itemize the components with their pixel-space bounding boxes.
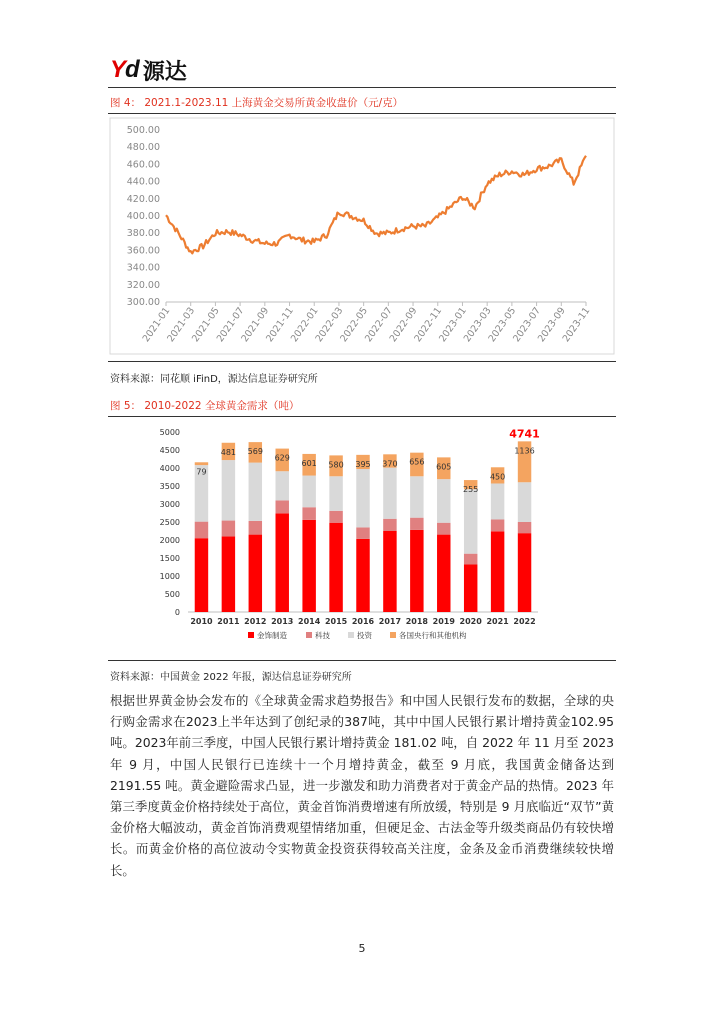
bar-segment-1 <box>356 539 369 612</box>
logo-mark: Yd <box>110 56 139 83</box>
legend-label: 各国央行和其他机构 <box>399 631 467 640</box>
bar-segment-2 <box>249 521 262 535</box>
bar-segment-3 <box>249 463 262 521</box>
x-tick-label: 2017 <box>378 617 402 626</box>
x-tick-label: 2022-05 <box>338 305 371 345</box>
bar-segment-1 <box>491 531 504 612</box>
bar-segment-3 <box>356 469 369 527</box>
bar-segment-1 <box>437 535 450 612</box>
y-tick-label: 380.00 <box>126 228 160 240</box>
bar-segment-1 <box>195 538 208 612</box>
legend-label: 金饰制造 <box>257 631 287 640</box>
bar-segment-2 <box>383 519 396 531</box>
bar-segment-2 <box>464 554 477 565</box>
bar-segment-1 <box>222 536 235 612</box>
bar-segment-2 <box>410 518 423 530</box>
x-tick-label: 2023-07 <box>511 305 544 345</box>
figure5-bar-chart <box>108 418 616 658</box>
x-tick-label: 2022 <box>513 617 536 626</box>
legend-swatch-1 <box>248 632 254 638</box>
figure5-bottom-rule <box>108 660 616 661</box>
y-tick-label: 500 <box>164 590 180 599</box>
logo-text: 源达 <box>142 59 187 85</box>
x-tick-label: 2022-07 <box>363 305 395 345</box>
bar-segment-3 <box>276 471 289 500</box>
bar-segment-3 <box>222 460 235 520</box>
legend-swatch-3 <box>348 632 354 638</box>
bar-segment-2 <box>491 519 504 531</box>
bar-segment-1 <box>383 531 396 612</box>
x-tick-label: 2010 <box>190 617 213 626</box>
bar-segment-1 <box>276 513 289 612</box>
page-number: 5 <box>358 942 366 955</box>
bar-segment-3 <box>302 476 315 508</box>
y-tick-label: 0 <box>174 608 180 617</box>
bar-segment-1 <box>464 564 477 612</box>
y-tick-label: 360.00 <box>126 245 160 257</box>
y-tick-label: 480.00 <box>126 142 160 154</box>
bar-segment-1 <box>518 533 531 612</box>
y-tick-label: 3000 <box>159 500 180 509</box>
y-tick-label: 500.00 <box>126 125 160 136</box>
data-label: 481 <box>220 447 237 457</box>
data-label: 601 <box>301 458 317 468</box>
y-tick-label: 4000 <box>159 464 180 473</box>
x-tick-label: 2021-07 <box>214 305 247 345</box>
bar-segment-1 <box>329 523 342 612</box>
x-tick-label: 2021-03 <box>165 305 198 345</box>
body-paragraph: 根据世界黄金协会发布的《全球黄金需求趋势报告》和中国人民银行发布的数据，全球的央行购金需求在2023上半年达到了创纪录的387吨，其中中国人民银行累计增持黄金102.95吨。2023年前三季度，中国人民银行累计增持黄金 181.02 吨，自 2022 年 11 月至 2023 年 9 月，中国人民银行已连续十一个月增持黄金，截至 9 月底，我国黄金储备达到 2191.55 吨。黄金避险需求凸显，进一步激发和助力消费者对于黄金产品的热情。2023 年第三季度黄金价格持续处于高位，黄金首饰消费增速有所放缓，特别是 9 月底临近“双节”黄金价格大幅波动，黄金首饰消费观望情绪加重，但硬足金、古法金等升级类商品仍有较快增长。而黄金价格的高位波动令实物黄金投资获得较高关注度，金条及金币消费继续较快增长。 <box>110 693 614 878</box>
y-tick-label: 4500 <box>159 446 180 455</box>
x-tick-label: 2023-05 <box>486 305 519 345</box>
y-tick-label: 460.00 <box>126 159 160 171</box>
data-label: 395 <box>355 459 371 469</box>
x-tick-label: 2021-09 <box>239 305 272 345</box>
brand-logo <box>110 55 187 85</box>
data-label: 629 <box>274 453 290 463</box>
x-tick-label: 2022-11 <box>412 305 445 345</box>
bar-segment-1 <box>249 535 262 612</box>
bar-segment-2 <box>518 522 531 533</box>
y-tick-label: 400.00 <box>126 211 160 222</box>
x-tick-label: 2021-05 <box>190 305 222 345</box>
bar-segment-2 <box>276 500 289 513</box>
bar-segment-2 <box>195 522 208 539</box>
legend-swatch-2 <box>306 632 312 638</box>
y-tick-label: 2000 <box>159 536 180 545</box>
x-tick-label: 2021 <box>486 617 509 626</box>
y-tick-label: 300.00 <box>126 297 160 308</box>
y-tick-label: 440.00 <box>126 176 160 188</box>
bar-segment-2 <box>302 507 315 520</box>
bar-segment-3 <box>383 468 396 519</box>
legend-label: 科技 <box>315 631 330 640</box>
y-tick-label: 420.00 <box>126 193 160 205</box>
x-tick-label: 2021-11 <box>264 305 296 345</box>
x-tick-label: 2016 <box>351 617 375 626</box>
figure5-source: 资料来源：中国黄金 2022 年报，源达信息证券研究所 <box>110 672 352 683</box>
bar-segment-2 <box>356 527 369 539</box>
y-tick-label: 2500 <box>159 518 180 527</box>
gold-price-line <box>166 156 586 254</box>
bar-segment-3 <box>329 476 342 511</box>
x-tick-label: 2023-11 <box>560 305 593 345</box>
data-label: 79 <box>196 467 207 477</box>
figure5-title: 图 5： 2010-2022 全球黄金需求（吨） <box>110 400 300 412</box>
data-label: 255 <box>463 485 479 495</box>
x-tick-label: 2012 <box>244 617 267 626</box>
bar-segment-3 <box>437 479 450 523</box>
data-label: 656 <box>409 457 425 467</box>
data-label: 1136 <box>514 446 535 456</box>
x-tick-label: 2013 <box>271 617 294 626</box>
x-tick-label: 2023-01 <box>437 305 469 345</box>
x-tick-label: 2015 <box>324 617 348 626</box>
x-tick-label: 2023-03 <box>461 305 494 345</box>
x-tick-label: 2011 <box>217 617 240 626</box>
y-tick-label: 320.00 <box>126 279 160 291</box>
figure4-source: 资料来源：同花顺 iFinD，源达信息证券研究所 <box>110 374 318 385</box>
figure5-top-rule <box>108 416 616 417</box>
y-tick-label: 340.00 <box>126 262 160 274</box>
data-label: 580 <box>328 460 344 470</box>
bar-segment-1 <box>302 520 315 612</box>
bar-segment-1 <box>410 530 423 612</box>
figure4-title: 图 4： 2021.1-2023.11 上海黄金交易所黄金收盘价（元/克） <box>110 97 404 109</box>
y-tick-label: 1500 <box>159 554 180 563</box>
y-tick-label: 3500 <box>159 482 180 491</box>
x-tick-label: 2018 <box>405 617 428 626</box>
bar-segment-3 <box>410 476 423 517</box>
x-tick-label: 2020 <box>459 617 482 626</box>
header-rule <box>108 87 616 88</box>
x-tick-label: 2022-01 <box>288 305 321 345</box>
bar-segment-3 <box>518 482 531 522</box>
x-tick-label: 2021-01 <box>140 305 173 345</box>
bar-segment-2 <box>222 521 235 537</box>
x-tick-label: 2014 <box>298 617 321 626</box>
bar-segment-3 <box>464 489 477 553</box>
bar-segment-2 <box>329 511 342 523</box>
bar-segment-4 <box>195 462 208 465</box>
figure4-line-chart <box>108 116 616 356</box>
y-tick-label: 1000 <box>159 572 180 581</box>
legend-label: 投资 <box>357 631 372 640</box>
bar-segment-3 <box>491 483 504 519</box>
y-tick-label: 5000 <box>159 428 180 437</box>
legend-swatch-4 <box>390 632 396 638</box>
figure4-top-rule <box>108 113 616 114</box>
data-label: 450 <box>489 472 506 482</box>
x-tick-label: 2019 <box>432 617 455 626</box>
total-label: 4741 <box>509 427 540 441</box>
figure4-bottom-rule <box>108 361 616 362</box>
data-label: 370 <box>382 459 398 469</box>
data-label: 569 <box>247 447 263 457</box>
data-label: 605 <box>436 462 452 472</box>
x-tick-label: 2022-03 <box>313 305 346 345</box>
x-tick-label: 2023-09 <box>535 305 568 345</box>
bar-segment-2 <box>437 523 450 535</box>
x-tick-label: 2022-09 <box>387 305 420 345</box>
